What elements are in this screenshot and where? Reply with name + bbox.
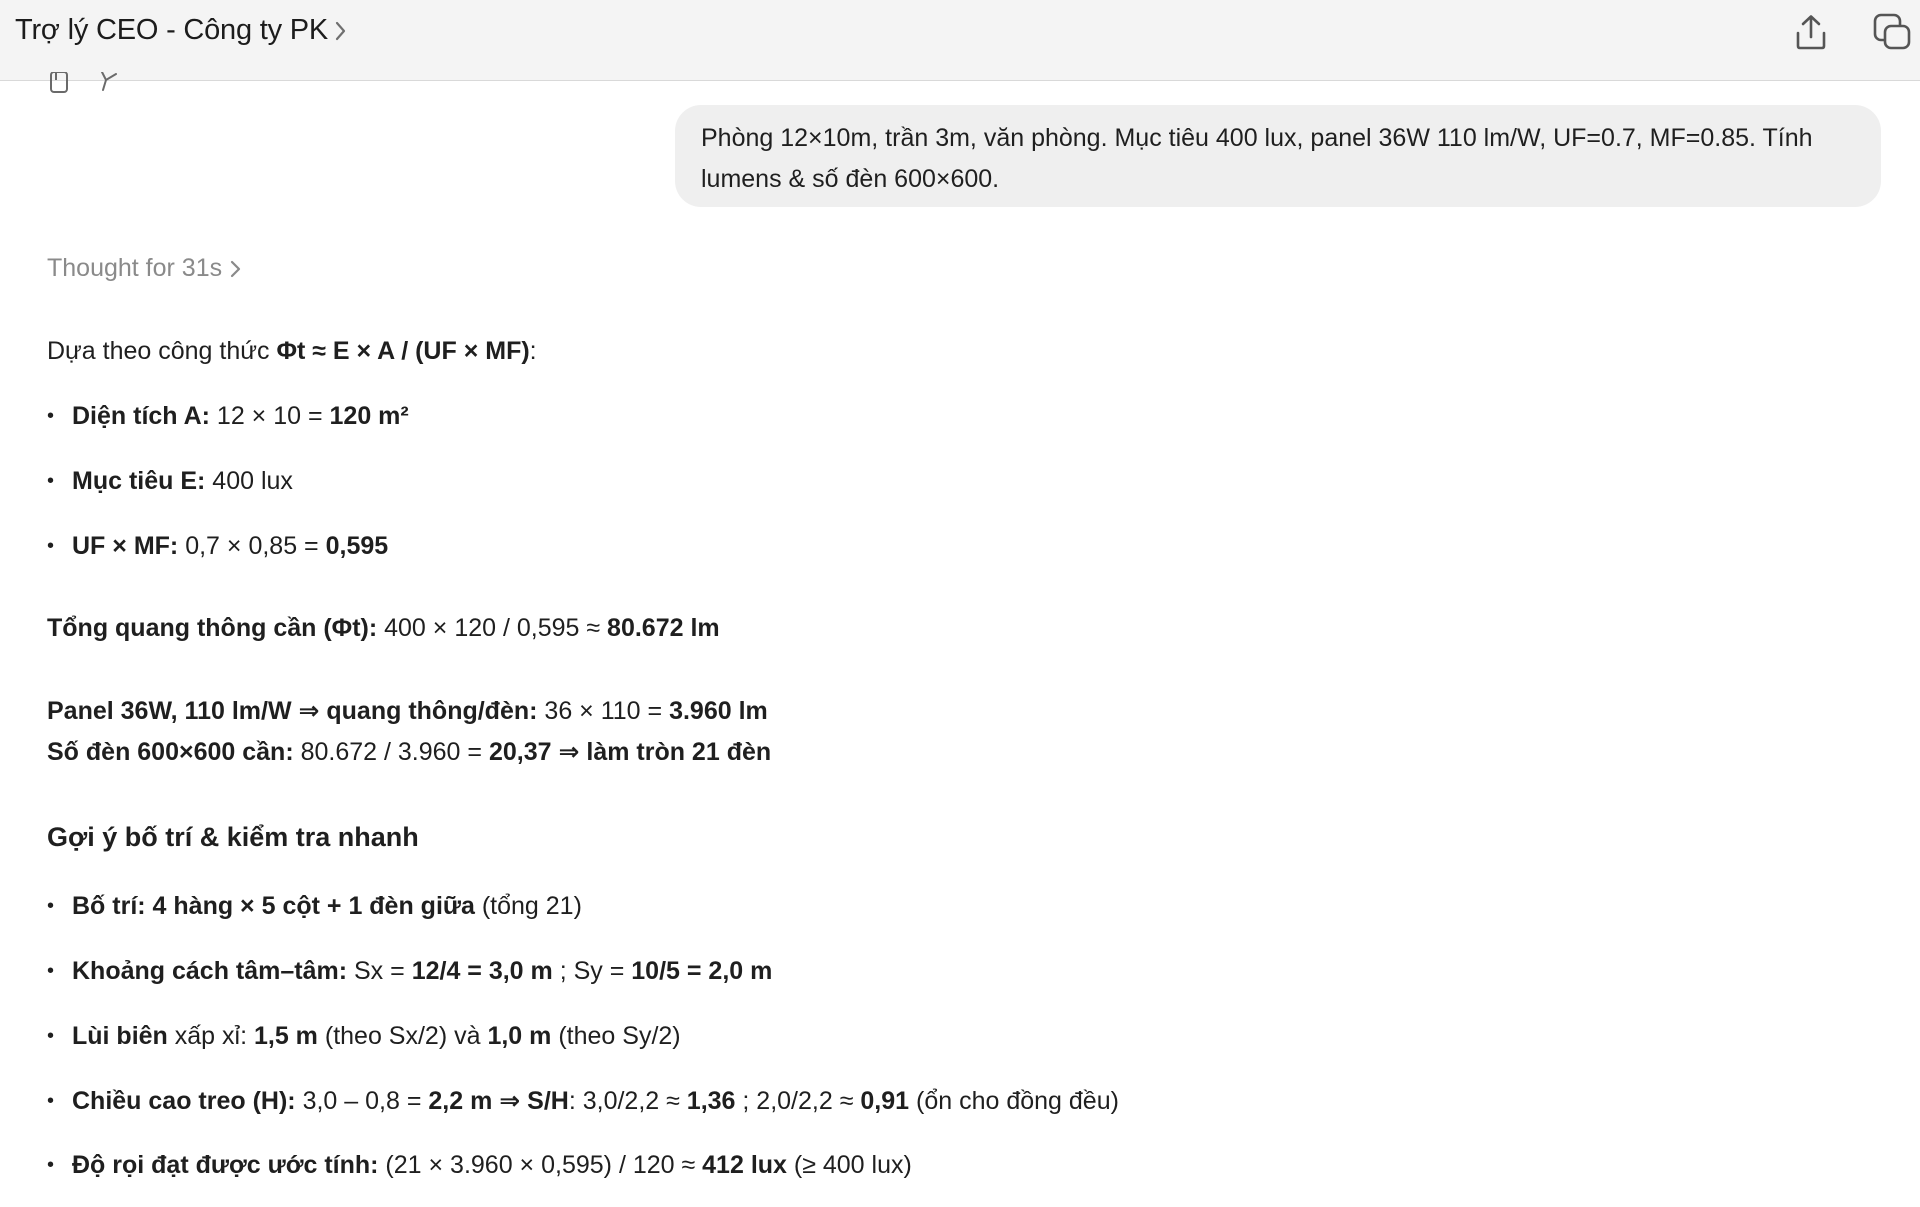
bold-text: 412 lux (702, 1151, 787, 1179)
bullet-dot: • (47, 1090, 55, 1112)
bullet-dot: • (47, 470, 55, 492)
share-icon[interactable] (1791, 12, 1831, 52)
chevron-right-icon (334, 20, 348, 42)
bold-text: 120 m² (329, 402, 409, 430)
bold-text: 0,595 (325, 532, 389, 560)
bold-text: 0,91 (860, 1087, 910, 1115)
text-span: (theo Sx/2) và (317, 1022, 488, 1050)
bold-text: 1,5 m (253, 1022, 318, 1050)
text-span (72, 1020, 681, 1052)
chat-title: Trợ lý CEO - Công ty PK (15, 14, 329, 46)
text-span (72, 400, 409, 432)
text-span: 36 × 110 = (537, 697, 670, 725)
text-span (72, 890, 582, 922)
text-span: xấp xỉ: (167, 1022, 254, 1050)
text-span: 400 × 120 / 0,595 ≈ (377, 614, 608, 642)
title-bar (0, 0, 1920, 81)
user-message-line: lumens & số đèn 600×600. (701, 165, 1000, 193)
panel-flux-line (47, 695, 768, 727)
bold-text: Panel 36W, 110 lm/W ⇒ quang thông/đèn: (47, 697, 538, 725)
bold-text: Chiều cao treo (H): (72, 1087, 296, 1115)
bold-text: 10/5 = 2,0 m (631, 957, 773, 985)
bullet-dot: • (47, 1025, 55, 1047)
text-span (72, 465, 293, 497)
section-heading: Gợi ý bố trí & kiểm tra nhanh (47, 822, 419, 852)
text-span (72, 1085, 1119, 1117)
bold-text: 80.672 lm (607, 614, 720, 642)
copy-icon[interactable] (1872, 12, 1912, 52)
formula-intro (47, 335, 537, 367)
thought-label: Thought for 31s (47, 254, 223, 282)
user-message-bubble (675, 105, 1881, 207)
text-span: (ổn cho đồng đều) (909, 1087, 1119, 1115)
bold-text: 20,37 ⇒ làm tròn 21 đèn (488, 738, 772, 766)
bold-text: 2,2 m ⇒ S/H (428, 1087, 569, 1115)
text-span: (tổng 21) (474, 892, 582, 920)
bold-text: 1,0 m (487, 1022, 552, 1050)
text-span: : (529, 337, 537, 365)
bullet-dot: • (47, 535, 55, 557)
text-span: 3,0 – 0,8 = (295, 1087, 429, 1115)
text-span (72, 955, 772, 987)
text-span: 12 × 10 = (209, 402, 330, 430)
chevron-right-icon (230, 259, 242, 279)
bullet-dot: • (47, 405, 55, 427)
bold-text: Tổng quang thông cần (Φt): (47, 614, 378, 642)
formula: Φt ≈ E × A / (UF × MF) (276, 337, 530, 365)
bold-text: Mục tiêu E: (72, 467, 206, 495)
text-span: 0,7 × 0,85 = (178, 532, 326, 560)
text-span: Dựa theo công thức (47, 337, 277, 365)
text-span: (≥ 400 lux) (786, 1151, 912, 1179)
bold-text: Diện tích A: (72, 402, 210, 430)
text-span: (21 × 3.960 × 0,595) / 120 ≈ (378, 1151, 703, 1179)
bold-text: Độ rọi đạt được ước tính: (72, 1151, 379, 1179)
bold-text: Lùi biên (72, 1022, 168, 1050)
text-span: : 3,0/2,2 ≈ (568, 1087, 687, 1115)
bold-text: Bố trí: 4 hàng × 5 cột + 1 đèn giữa (72, 892, 475, 920)
lamp-count-line (47, 736, 771, 768)
bullet-dot: • (47, 960, 55, 982)
user-message-line: Phòng 12×10m, trần 3m, văn phòng. Mục tiêu 400 lux, panel 36W 110 lm/W, UF=0.7, MF=0.85. Tính (701, 124, 1813, 152)
bullet-dot: • (47, 895, 55, 917)
chat-title-button[interactable] (15, 14, 348, 47)
bold-text: UF × MF: (72, 532, 179, 560)
message-actions (48, 72, 122, 94)
text-span (72, 1149, 912, 1181)
text-span: ; 2,0/2,2 ≈ (735, 1087, 861, 1115)
bold-text: Số đèn 600×600 cần: (47, 738, 294, 766)
text-span: (theo Sy/2) (551, 1022, 681, 1050)
text-span: 80.672 / 3.960 = (293, 738, 489, 766)
thought-toggle[interactable] (47, 254, 242, 283)
bold-text: 12/4 = 3,0 m (411, 957, 553, 985)
text-span: Sx = (347, 957, 412, 985)
copy-icon[interactable] (48, 72, 72, 94)
text-span: 400 lux (205, 467, 293, 495)
total-flux-line (47, 612, 720, 644)
bold-text: Khoảng cách tâm–tâm: (72, 957, 348, 985)
text-span: ; Sy = (552, 957, 632, 985)
bullet-dot: • (47, 1154, 55, 1176)
bold-text: 1,36 (686, 1087, 736, 1115)
bold-text: 3.960 lm (669, 697, 768, 725)
text-span (72, 530, 388, 562)
pin-icon[interactable] (98, 72, 122, 94)
